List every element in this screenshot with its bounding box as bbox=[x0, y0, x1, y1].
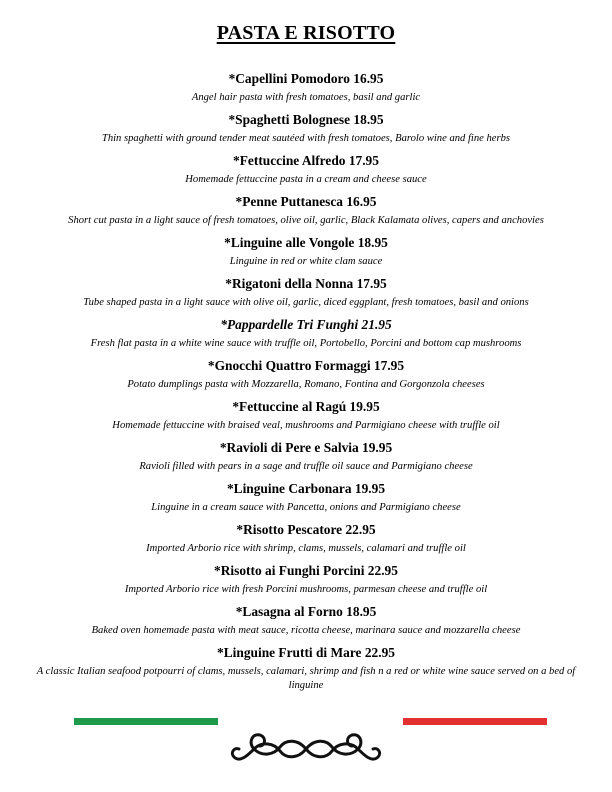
menu-item bbox=[28, 644, 584, 692]
page-title: PASTA E RISOTTO bbox=[216, 22, 396, 44]
menu-item bbox=[28, 480, 584, 514]
menu-item-description: Baked oven homemade pasta with meat sauce, ricotta cheese, marinara sauce and mozzarella cheese bbox=[91, 625, 521, 636]
menu-item bbox=[28, 439, 584, 473]
menu-item-name: *Rigatoni della Nonna 17.95 bbox=[225, 276, 387, 291]
menu-item-description: Imported Arborio rice with fresh Porcini mushrooms, parmesan cheese and truffle oil bbox=[124, 584, 488, 595]
menu-item-name: *Risotto ai Funghi Porcini 22.95 bbox=[214, 563, 398, 578]
menu-item-name: *Fettuccine Alfredo 17.95 bbox=[233, 153, 379, 168]
menu-item bbox=[28, 275, 584, 309]
menu-item bbox=[28, 521, 584, 555]
menu-item bbox=[28, 111, 584, 145]
menu-item-description: Angel hair pasta with fresh tomatoes, basil and garlic bbox=[191, 92, 421, 103]
menu-item-name: *Gnocchi Quattro Formaggi 17.95 bbox=[207, 358, 405, 373]
menu-item-name: *Penne Puttanesca 16.95 bbox=[235, 194, 377, 209]
menu-item bbox=[28, 603, 584, 637]
menu-item-description: Imported Arborio rice with shrimp, clams, mussels, calamari and truffle oil bbox=[146, 543, 466, 554]
menu-item-name: *Pappardelle Tri Funghi 21.95 bbox=[220, 317, 392, 332]
menu-item-name: *Risotto Pescatore 22.95 bbox=[236, 522, 376, 537]
menu-item-description: Thin spaghetti with ground tender meat sautéed with fresh tomatoes, Barolo wine and fine herbs bbox=[101, 133, 511, 144]
menu-item-description: Homemade fettuccine pasta in a cream and cheese sauce bbox=[185, 174, 427, 185]
menu-item bbox=[28, 193, 584, 227]
menu-item bbox=[28, 398, 584, 432]
scroll-ornament-icon bbox=[226, 727, 386, 771]
menu-item-description: Homemade fettuccine with braised veal, mushrooms and Parmigiano cheese with truffle oil bbox=[112, 420, 500, 431]
green-divider-bar bbox=[74, 718, 218, 725]
menu-item-description: Ravioli filled with pears in a sage and truffle oil sauce and Parmigiano cheese bbox=[139, 461, 473, 472]
menu-item-name: *Capellini Pomodoro 16.95 bbox=[228, 71, 384, 86]
menu-item bbox=[28, 316, 584, 350]
red-divider-bar bbox=[403, 718, 547, 725]
menu-item bbox=[28, 70, 584, 104]
menu-item bbox=[28, 357, 584, 391]
menu-list bbox=[28, 70, 584, 692]
menu-item-name: *Ravioli di Pere e Salvia 19.95 bbox=[219, 440, 393, 455]
menu-item-description: Tube shaped pasta in a light sauce with olive oil, garlic, diced eggplant, fresh tomatoes, basil and onions bbox=[83, 297, 529, 308]
menu-item-description: Linguine in a cream sauce with Pancetta, onions and Parmigiano cheese bbox=[151, 502, 461, 513]
menu-item-description: Linguine in red or white clam sauce bbox=[229, 256, 383, 267]
menu-item-name: *Fettuccine al Ragú 19.95 bbox=[232, 399, 380, 414]
menu-item bbox=[28, 234, 584, 268]
menu-item-name: *Lasagna al Forno 18.95 bbox=[235, 604, 377, 619]
menu-item-description: Potato dumplings pasta with Mozzarella, Romano, Fontina and Gorgonzola cheeses bbox=[127, 379, 485, 390]
menu-item-description: A classic Italian seafood potpourri of clams, mussels, calamari, shrimp and fish n a red or white wine sauce served on a bed of linguine bbox=[36, 666, 576, 691]
menu-item-name: *Spaghetti Bolognese 18.95 bbox=[228, 112, 384, 127]
menu-item bbox=[28, 562, 584, 596]
menu-item bbox=[28, 152, 584, 186]
menu-item-name: *Linguine Frutti di Mare 22.95 bbox=[217, 645, 395, 660]
menu-item-description: Short cut pasta in a light sauce of fresh tomatoes, olive oil, garlic, Black Kalamata olives, capers and anchovies bbox=[68, 215, 544, 226]
menu-item-description: Fresh flat pasta in a white wine sauce with truffle oil, Portobello, Porcini and bottom cap mushrooms bbox=[90, 338, 522, 349]
menu-item-name: *Linguine alle Vongole 18.95 bbox=[224, 235, 388, 250]
menu-item-name: *Linguine Carbonara 19.95 bbox=[226, 481, 386, 496]
